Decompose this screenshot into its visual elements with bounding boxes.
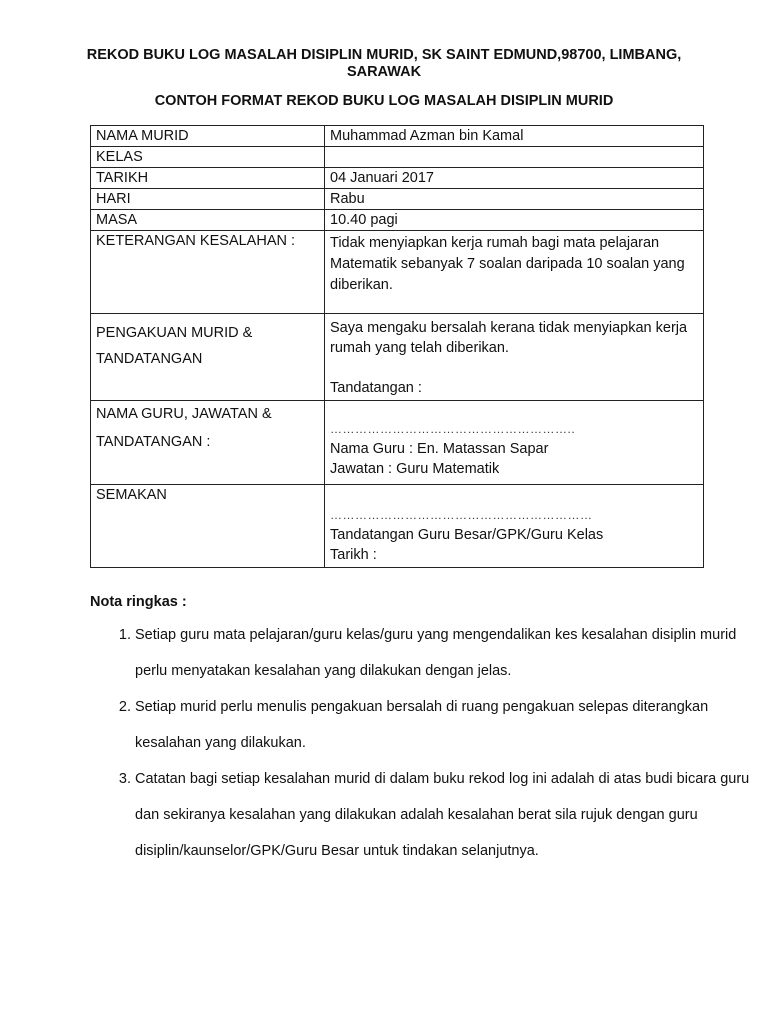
jawatan-guru: Jawatan : Guru Matematik — [330, 461, 500, 477]
row-semakan — [91, 485, 704, 568]
nota-item: 1. Setiap guru mata pelajaran/guru kelas/guru yang mengendalikan kes kesalahan disiplin murid perlu menyatakan kesalahan yang dilakukan dengan jelas. — [135, 617, 755, 689]
row-kelas — [91, 147, 704, 168]
row-pengakuan — [91, 314, 704, 401]
nota-heading: Nota ringkas : — [90, 594, 187, 610]
nota-list — [90, 617, 755, 869]
value-tarikh: 04 Januari 2017 — [325, 168, 704, 189]
row-guru — [91, 401, 704, 485]
document-title — [80, 47, 688, 81]
log-record-table — [90, 125, 704, 568]
label-pengakuan — [91, 314, 325, 401]
label-guru-line-1: NAMA GURU, JAWATAN & — [96, 406, 272, 422]
label-kelas: KELAS — [91, 147, 325, 168]
row-hari — [91, 189, 704, 210]
semakan-signature-dots: ……………………………………………………… — [330, 508, 593, 522]
nama-guru: Nama Guru : En. Matassan Sapar — [330, 441, 549, 457]
pengakuan-statement: Saya mengaku bersalah kerana tidak menyiapkan kerja rumah yang telah diberikan. — [330, 320, 688, 356]
pengakuan-signature-label: Tandatangan : — [330, 380, 422, 396]
document-subtitle: CONTOH FORMAT REKOD BUKU LOG MASALAH DISIPLIN MURID — [154, 93, 614, 109]
title-line-1: REKOD BUKU LOG MASALAH DISIPLIN MURID, SK SAINT EDMUND,98700, LIMBANG, — [86, 47, 682, 63]
label-keterangan: KETERANGAN KESALAHAN : — [91, 231, 325, 314]
label-pengakuan-line-1: PENGAKUAN MURID & — [96, 325, 253, 341]
label-nama-murid: NAMA MURID — [91, 126, 325, 147]
label-pengakuan-line-2: TANDATANGAN — [96, 351, 203, 367]
label-guru-line-2: TANDATANGAN : — [96, 434, 211, 450]
label-tarikh: TARIKH — [91, 168, 325, 189]
label-semakan: SEMAKAN — [91, 485, 325, 568]
value-nama-murid: Muhammad Azman bin Kamal — [325, 126, 704, 147]
label-hari: HARI — [91, 189, 325, 210]
label-masa: MASA — [91, 210, 325, 231]
row-tarikh — [91, 168, 704, 189]
semakan-tandatangan: Tandatangan Guru Besar/GPK/Guru Kelas — [330, 527, 604, 543]
nota-item: 2. Setiap murid perlu menulis pengakuan bersalah di ruang pengakuan selepas diterangkan kesalahan yang dilakukan. — [135, 689, 755, 761]
value-guru — [325, 401, 704, 485]
row-masa — [91, 210, 704, 231]
value-kelas — [325, 147, 704, 168]
row-nama-murid — [91, 126, 704, 147]
title-line-2: SARAWAK — [346, 64, 422, 80]
nota-item: 3. Catatan bagi setiap kesalahan murid di dalam buku rekod log ini adalah di atas budi bicara guru dan sekiranya kesalahan yang dilakukan adalah kesalahan berat sila rujuk dengan guru disiplin/kaunselor/GPK/Guru Besar untuk tindakan selanjutnya. — [135, 761, 755, 869]
value-hari: Rabu — [325, 189, 704, 210]
value-pengakuan — [325, 314, 704, 401]
guru-signature-dots: ………………………………………………….. — [330, 422, 576, 436]
row-keterangan — [91, 231, 704, 314]
semakan-tarikh: Tarikh : — [330, 547, 377, 563]
value-semakan — [325, 485, 704, 568]
value-masa: 10.40 pagi — [325, 210, 704, 231]
value-keterangan: Tidak menyiapkan kerja rumah bagi mata pelajaran Matematik sebanyak 7 soalan daripada 10 soalan yang diberikan. — [325, 231, 704, 314]
label-guru — [91, 401, 325, 485]
